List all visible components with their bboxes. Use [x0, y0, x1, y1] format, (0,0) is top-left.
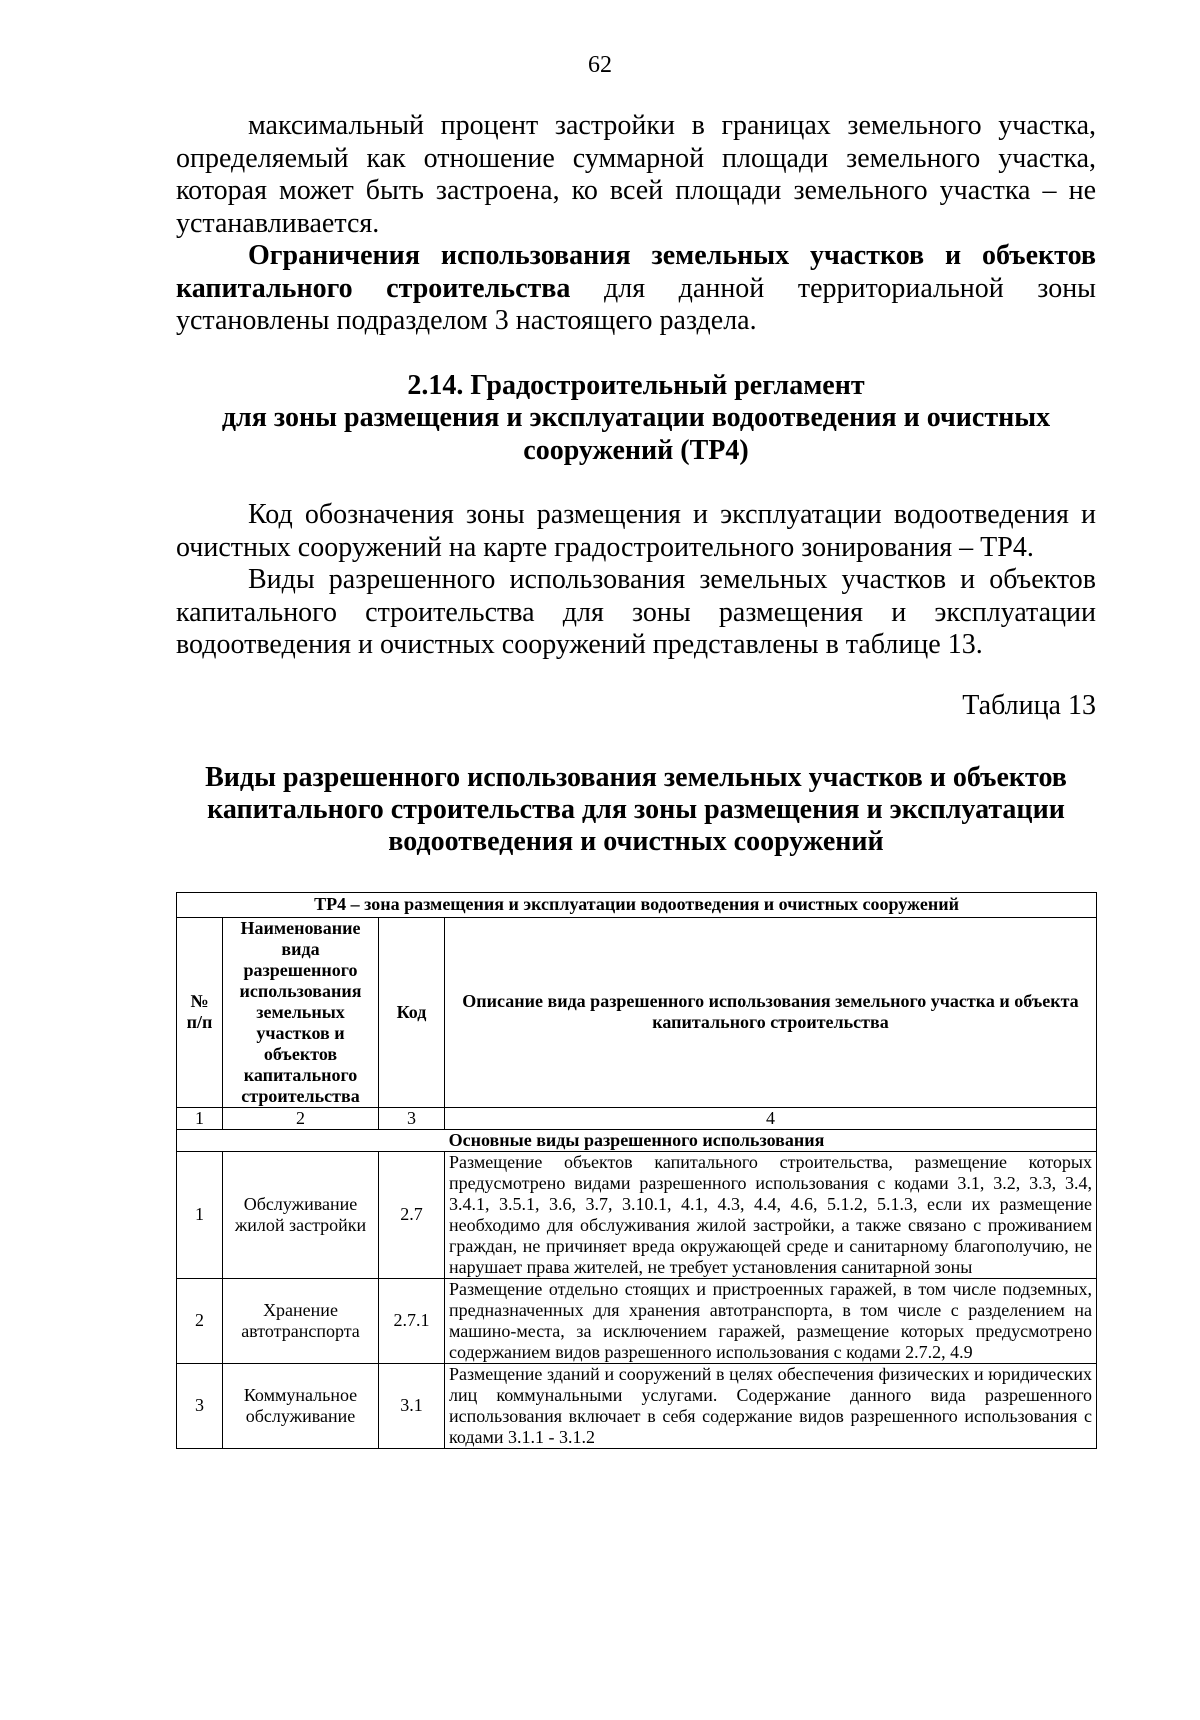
restrictions-text: для данной территориальной зоны установлены подразделом 3 настоящего раздела.: [176, 272, 1096, 336]
row-code: 2.7.1: [379, 1278, 445, 1363]
row-name: Обслуживание жилой застройки: [223, 1151, 379, 1278]
column-number: 1: [177, 1107, 223, 1129]
column-header-row: [177, 917, 1097, 1107]
table-row: [177, 1151, 1097, 1278]
table-row: [177, 1363, 1097, 1448]
row-num: 3: [177, 1363, 223, 1448]
zone-header-row: [177, 892, 1097, 917]
column-number: 3: [379, 1107, 445, 1129]
header-description: Описание вида разрешенного использования земельного участка и объекта капитального строительства: [445, 917, 1097, 1107]
table-title-line: Виды разрешенного использования земельных участков и объектов: [205, 761, 1067, 793]
section-heading-line: для зоны размещения и эксплуатации водоотведения и очистных: [221, 402, 1051, 433]
section-heading-line: 2.14. Градостроительный регламент: [407, 369, 865, 401]
section-heading: [176, 370, 1096, 468]
table-title-line: водоотведения и очистных сооружений: [388, 825, 884, 857]
group-header-row: [177, 1129, 1097, 1151]
table-row: [177, 1278, 1097, 1363]
section-heading-line: сооружений (ТР4): [523, 434, 749, 466]
row-name: Коммунальное обслуживание: [223, 1363, 379, 1448]
page-number: 62: [588, 52, 612, 78]
row-code: 2.7: [379, 1151, 445, 1278]
restrictions-bold-text: Ограничения использования земельных участков и объектов капитального строительства: [176, 240, 1096, 304]
row-description: Размещение зданий и сооружений в целях обеспечения физических и юридических лиц коммунальными услугами. Содержание данного вида разрешенного использования включает в себя содержание видов разрешенного использования с кодами 3.1.1 - 3.1.2: [445, 1363, 1097, 1448]
header-num: № п/п: [177, 917, 223, 1107]
page-content: [176, 110, 1096, 1449]
table-label: Таблица 13: [962, 689, 1096, 721]
column-numbers-row: [177, 1107, 1097, 1129]
permitted-uses-table: [176, 892, 1097, 1449]
zone-code-paragraph: Код обозначения зоны размещения и эксплуатации водоотведения и очистных сооружений на карте градостроительного зонирования – ТР4.: [176, 499, 1096, 563]
table-title-line: капитального строительства для зоны размещения и эксплуатации: [207, 793, 1065, 825]
column-number: 2: [223, 1107, 379, 1129]
header-name: Наименование вида разрешенного использования земельных участков и объектов капитального строительства: [223, 917, 379, 1107]
table-title: [176, 762, 1096, 858]
intro-paragraph: максимальный процент застройки в границах земельного участка, определяемый как отношение суммарной площади земельного участка, которая может быть застроена, ко всей площади земельного участка – не устанавливается.: [176, 110, 1096, 239]
permitted-uses-paragraph: Виды разрешенного использования земельных участков и объектов капитального строительства для зоны размещения и эксплуатации водоотведения и очистных сооружений представлены в таблице 13.: [176, 564, 1096, 660]
row-num: 2: [177, 1278, 223, 1363]
restrictions-paragraph: [176, 240, 1096, 338]
group-header-cell: Основные виды разрешенного использования: [177, 1129, 1097, 1151]
row-name: Хранение автотранспорта: [223, 1278, 379, 1363]
zone-header-cell: ТР4 – зона размещения и эксплуатации водоотведения и очистных сооружений: [177, 892, 1097, 917]
header-code: Код: [379, 917, 445, 1107]
row-code: 3.1: [379, 1363, 445, 1448]
row-description: Размещение объектов капитального строительства, размещение которых предусмотрено видами разрешенного использования с кодами 3.1, 3.2, 3.3, 3.4, 3.4.1, 3.5.1, 3.6, 3.7, 3.10.1, 4.1, 4.3, 4.4, 4.6, 5.1.2, 5.1.3, если их размещение необходимо для обслуживания жилой застройки, а также связано с проживанием граждан, не причиняет вреда окружающей среде и санитарному благополучию, не нарушает права жителей, не требует установления санитарной зоны: [445, 1151, 1097, 1278]
row-description: Размещение отдельно стоящих и пристроенных гаражей, в том числе подземных, предназначенных для хранения автотранспорта, в том числе с разделением на машино-места, за исключением гаражей, размещение которых предусмотрено содержанием видов разрешенного использования с кодами 2.7.2, 4.9: [445, 1278, 1097, 1363]
column-number: 4: [445, 1107, 1097, 1129]
row-num: 1: [177, 1151, 223, 1278]
